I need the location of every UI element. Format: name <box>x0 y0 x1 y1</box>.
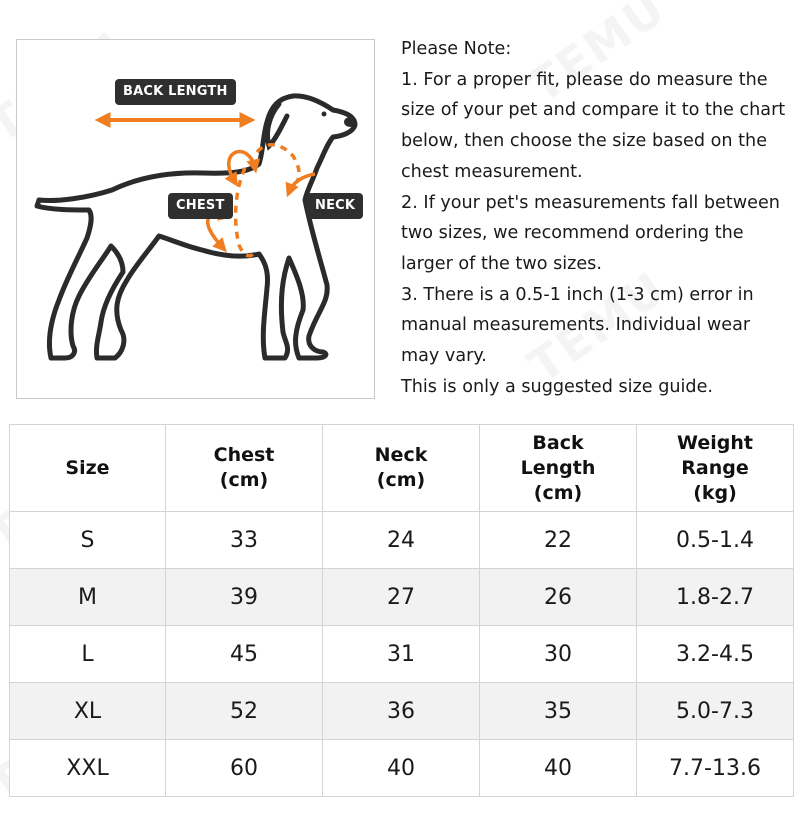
neck-cell: 27 <box>323 569 480 626</box>
back-length-cell: 40 <box>480 740 637 797</box>
header-size: Size <box>10 425 166 512</box>
table-row <box>10 512 794 569</box>
back-length-cell: 22 <box>480 512 637 569</box>
weight-cell: 0.5-1.4 <box>637 512 794 569</box>
dog-body-outline <box>37 96 355 358</box>
neck-cell: 31 <box>323 626 480 683</box>
chest-cell: 45 <box>166 626 323 683</box>
table-row <box>10 683 794 740</box>
header-chest: Chest (cm) <box>166 425 323 512</box>
size-cell: L <box>10 626 166 683</box>
chest-measure-dashes <box>236 168 253 256</box>
dog-eye <box>322 112 327 117</box>
notes-footer: This is only a suggested size guide. <box>401 376 713 397</box>
neck-cell: 24 <box>323 512 480 569</box>
note-item: 1. For a proper fit, please do measure the size of your pet and compare it to the chart below, then choose the size based on the chest measurement. <box>401 69 786 182</box>
dog-measurement-diagram <box>16 39 375 399</box>
header-weight-range: Weight Range (kg) <box>637 425 794 512</box>
size-chart-table <box>9 424 794 797</box>
chest-label: CHEST <box>168 193 233 219</box>
header-back-length: Back Length (cm) <box>480 425 637 512</box>
table-row <box>10 626 794 683</box>
table-header-row <box>10 425 794 512</box>
chest-cell: 60 <box>166 740 323 797</box>
back-length-cell: 26 <box>480 569 637 626</box>
size-cell: M <box>10 569 166 626</box>
back-length-cell: 35 <box>480 683 637 740</box>
notes-panel <box>401 34 793 402</box>
neck-label: NECK <box>307 193 363 219</box>
chest-cell: 39 <box>166 569 323 626</box>
size-cell: XXL <box>10 740 166 797</box>
table-row <box>10 569 794 626</box>
chest-measure-curve-bottom <box>208 215 227 248</box>
notes-heading: Please Note: <box>401 39 512 59</box>
weight-cell: 5.0-7.3 <box>637 683 794 740</box>
back-length-label: BACK LENGTH <box>115 79 236 105</box>
weight-cell: 7.7-13.6 <box>637 740 794 797</box>
chest-cell: 52 <box>166 683 323 740</box>
back-length-cell: 30 <box>480 626 637 683</box>
table-row <box>10 740 794 797</box>
note-item: 3. There is a 0.5-1 inch (1-3 cm) error in manual measurements. Individual wear may vary. <box>401 284 754 367</box>
weight-cell: 3.2-4.5 <box>637 626 794 683</box>
size-cell: S <box>10 512 166 569</box>
weight-cell: 1.8-2.7 <box>637 569 794 626</box>
chest-cell: 33 <box>166 512 323 569</box>
size-cell: XL <box>10 683 166 740</box>
neck-cell: 36 <box>323 683 480 740</box>
neck-cell: 40 <box>323 740 480 797</box>
dog-nose <box>344 117 356 127</box>
note-item: 2. If your pet's measurements fall between two sizes, we recommend ordering the larger of the two sizes. <box>401 192 780 274</box>
header-neck: Neck (cm) <box>323 425 480 512</box>
